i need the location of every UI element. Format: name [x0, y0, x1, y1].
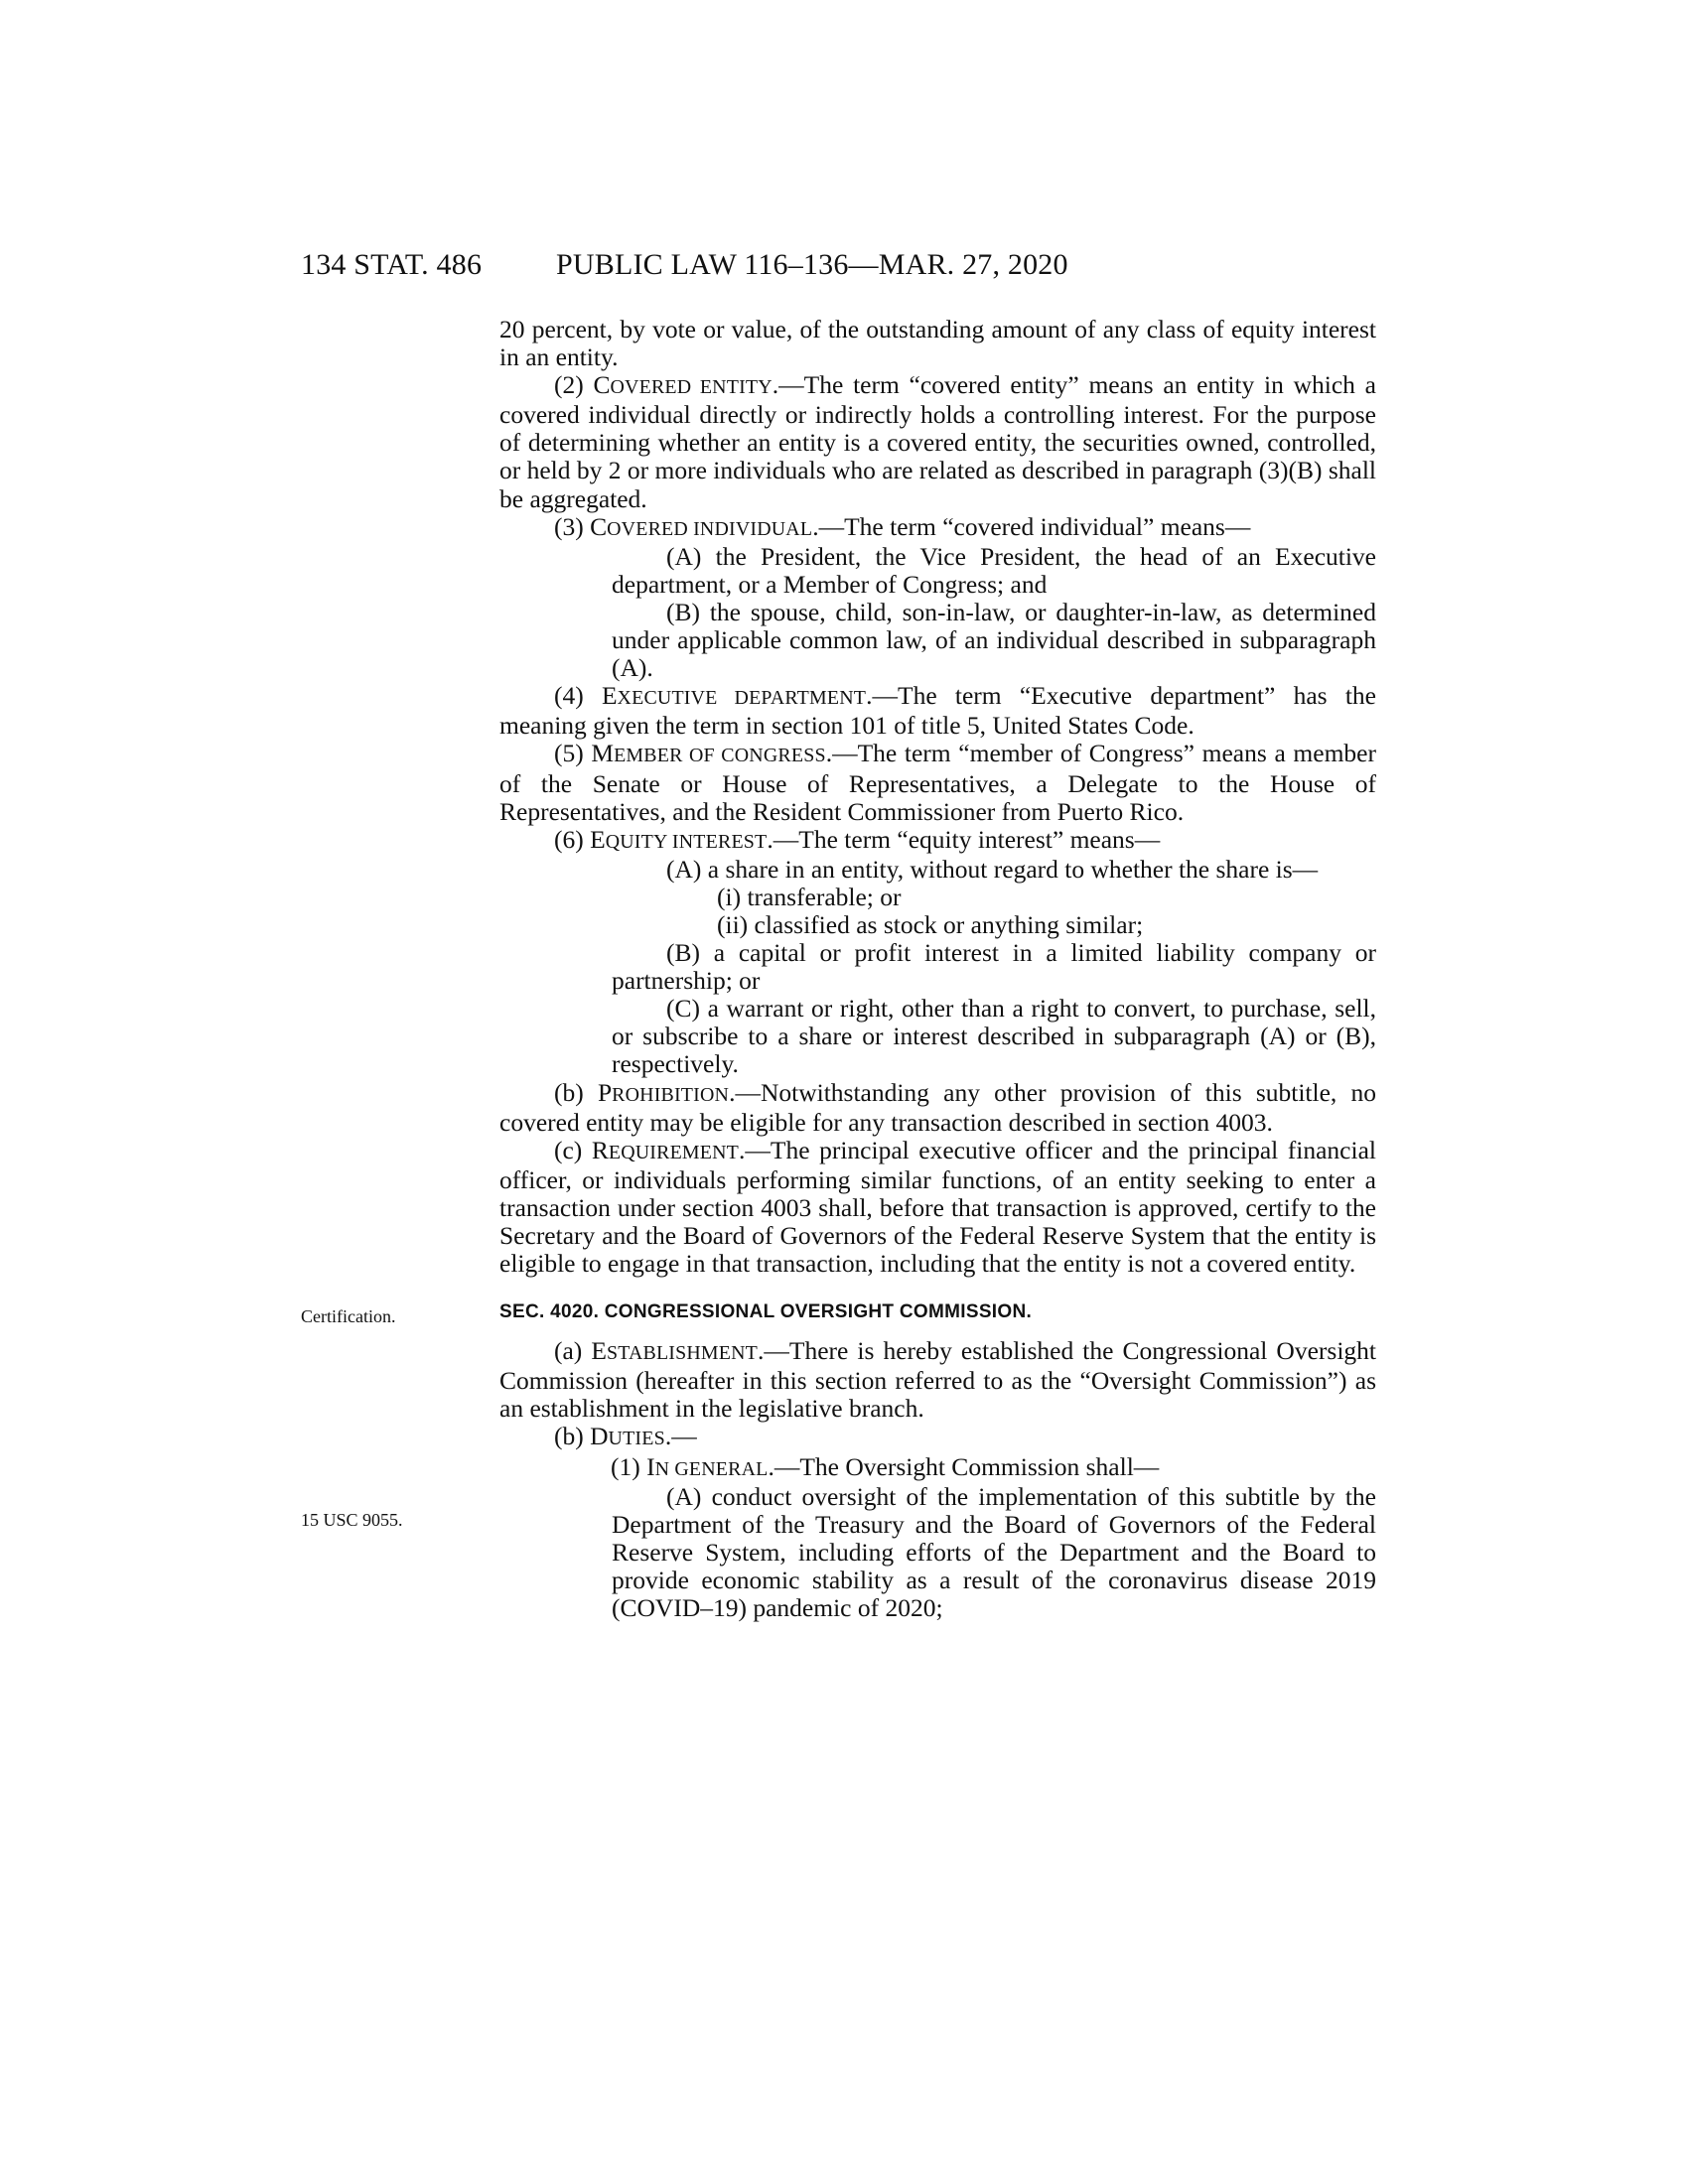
para-heading: N GENERAL [654, 1457, 769, 1480]
para-heading: UTIES [608, 1428, 665, 1450]
para-number: (b) D [554, 1422, 609, 1451]
para-number: (1) I [611, 1451, 655, 1481]
para-number: (2) C [554, 370, 611, 400]
para-text: .—The term “covered entity” means an entity in which a covered individual directly or indirectly holds a controlling interest. For the purpose of determining whether an entity is a covered entity, the securities owned, controlled, or held by 2 or more individuals who are related as described in paragraph (3)(B) shall be aggregated. [499, 370, 1376, 513]
clause-6a-i: (i) transferable; or [717, 882, 902, 911]
subparagraph-6c: (C) a warrant or right, other than a right to convert, to purchase, sell, or subscribe to a share or interest described in subparagraph (A) or (B), respectively. [612, 994, 1376, 1079]
paragraph-4-executive-department [499, 682, 1376, 740]
para-number: (5) M [554, 739, 615, 768]
para-text: .—The Oversight Commission shall— [768, 1451, 1160, 1481]
clause-6a-ii: (ii) classified as stock or anything similar; [717, 909, 1144, 939]
para-text: .—There is hereby established the Congressional Oversight Commission (hereafter in this section referred to as the “Oversight Commission”) as an establishment in the legislative branch. [499, 1336, 1376, 1424]
subparagraph-b1a: (A) conduct oversight of the implementation of this subtitle by the Department of the Treasury and the Board of Governors of the Federal Reserve System, including efforts of the Department and the Board to provide economic stability as a result of the coronavirus disease 2019 (COVID–19) pandemic of 2020; [612, 1481, 1376, 1623]
para-heading: OVERED INDIVIDUAL [607, 517, 813, 540]
para-heading: STABLISHMENT [606, 1342, 759, 1365]
para-number: (b) P [554, 1077, 613, 1107]
subsection-b-duties [499, 1423, 1376, 1452]
paragraph-3-covered-individual [499, 513, 1376, 543]
para-text: .—The term “member of Congress” means a member of the Senate or House of Representatives, a Delegate to the House of Representatives, and the Resident Commissioner from Puerto Rico. [499, 739, 1376, 826]
para-number: (4) E [554, 681, 618, 711]
para-text: .—The principal executive officer and the principal financial officer, or individuals performing similar functions, of an entity seeking to enter a transaction under section 4003 shall, before that transaction is approved, certify to the Secretary and the Board of Governors of the Federal Reserve System that the entity is eligible to engage in that transaction, including that the entity is not a covered entity. [499, 1135, 1376, 1279]
para-text: .—Notwithstanding any other provision of this subtitle, no covered entity may be eligible for any transaction described in section 4003. [499, 1077, 1376, 1137]
paragraph-5-member-of-congress [499, 740, 1376, 825]
paragraph-6-equity-interest [499, 826, 1376, 856]
para-number: (3) C [554, 511, 608, 541]
subparagraph-3b: (B) the spouse, child, son-in-law, or daughter-in-law, as determined under applicable common law, of an individual described in subparagraph (A). [612, 597, 1376, 683]
para-number: (c) R [554, 1135, 609, 1164]
para-heading: EQUIREMENT [608, 1141, 740, 1163]
page-number-header: 134 STAT. 486 [301, 248, 483, 281]
section-heading: SEC. 4020. CONGRESSIONAL OVERSIGHT COMMISSION. [499, 1301, 1033, 1323]
para-text: .—The term “equity interest” means— [767, 824, 1161, 854]
margin-note-usc: 15 USC 9055. [301, 1510, 403, 1530]
subsection-a-establishment [499, 1337, 1376, 1423]
para-text: .— [664, 1422, 697, 1451]
running-header: PUBLIC LAW 116–136—MAR. 27, 2020 [556, 248, 1068, 281]
subsection-b-prohibition [499, 1079, 1376, 1137]
para-heading: QUITY INTEREST [605, 830, 768, 853]
subparagraph-6a: (A) a share in an entity, without regard to whether the share is— [666, 854, 1319, 884]
para-text: .—The term “Executive department” has the meaning given the term in section 101 of title 5, United States Code. [499, 681, 1376, 741]
para-number: (6) E [554, 824, 606, 854]
paragraph-continuation: 20 percent, by vote or value, of the outstanding amount of any class of equity interest in an entity. [499, 315, 1376, 372]
para-number: (a) E [554, 1336, 607, 1366]
subparagraph-3a: (A) the President, the Vice President, the head of an Executive department, or a Member of Congress; and [612, 541, 1376, 599]
paragraph-2-covered-entity [499, 371, 1376, 512]
para-heading: ROHIBITION [612, 1083, 730, 1106]
para-text: .—The term “covered individual” means— [812, 511, 1251, 541]
subsection-c-requirement [499, 1137, 1376, 1278]
para-heading: XECUTIVE DEPARTMENT [617, 687, 867, 710]
paragraph-b1-in-general [499, 1453, 1376, 1483]
text-column [499, 316, 1376, 1622]
para-heading: EMBER OF CONGRESS [614, 745, 826, 767]
margin-note-certification: Certification. [301, 1306, 396, 1326]
subparagraph-6b: (B) a capital or profit interest in a limited liability company or partnership; or [612, 938, 1376, 996]
para-heading: OVERED ENTITY [610, 376, 773, 399]
